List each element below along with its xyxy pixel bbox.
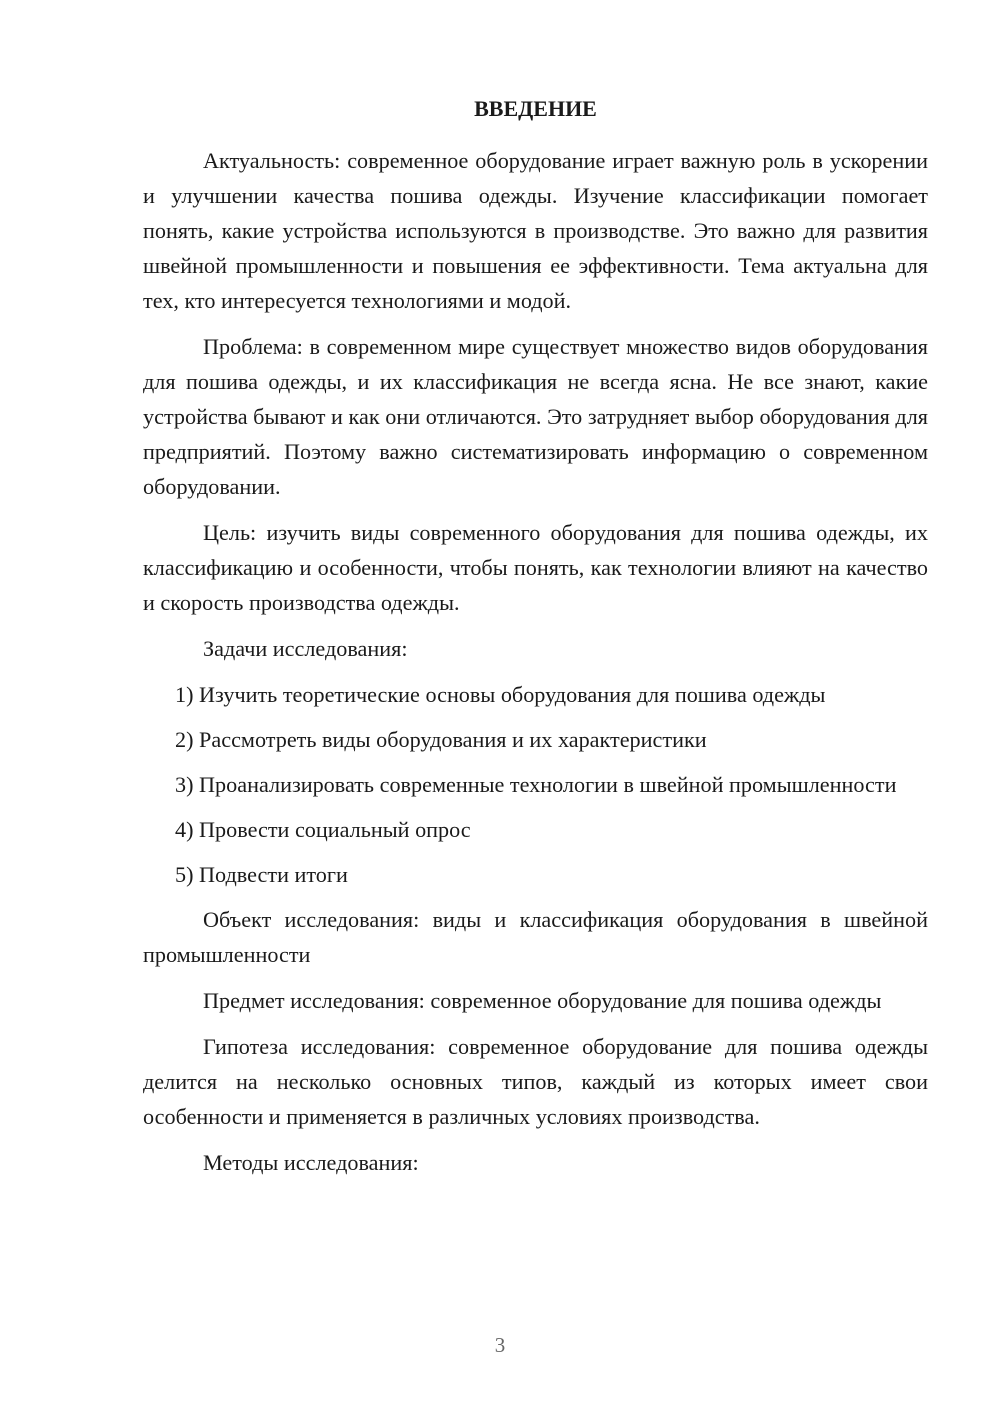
relevance-paragraph: Актуальность: современное оборудование играет важную роль в ускорении и улучшении качества пошива одежды. Изучение классификации помогает понять, какие устройства используются в производстве. Это важно для развития швейной промышленности и повышения ее эффективности. Тема актуальна для тех, кто интересуется технологиями и модой. (143, 148, 928, 313)
task-item-4: 4) Провести социальный опрос (175, 817, 471, 842)
task-item-5: 5) Подвести итоги (175, 862, 348, 887)
goal-paragraph: Цель: изучить виды современного оборудования для пошива одежды, их классификацию и особенности, чтобы понять, как технологии влияют на качество и скорость производства одежды. (143, 520, 928, 615)
object-paragraph: Объект исследования: виды и классификация оборудования в швейной промышленности (143, 907, 928, 967)
task-item-2: 2) Рассмотреть виды оборудования и их характеристики (175, 727, 707, 752)
document-page (143, 94, 928, 1191)
hypothesis-paragraph: Гипотеза исследования: современное оборудование для пошива одежды делится на несколько основных типов, каждый из которых имеет свои особенности и применяется в различных условиях производства. (143, 1034, 928, 1129)
page-number: 3 (494, 1333, 506, 1357)
problem-paragraph: Проблема: в современном мире существует множество видов оборудования для пошива одежды, и их классификация не всегда ясна. Не все знают, какие устройства бывают и как они отличаются. Это затрудняет выбор оборудования для предприятий. Поэтому важно систематизировать информацию о современном оборудовании. (143, 334, 928, 499)
task-item-3: 3) Проанализировать современные технологии в швейной промышленности (175, 772, 897, 797)
section-title: ВВЕДЕНИЕ (474, 96, 597, 121)
tasks-heading: Задачи исследования: (203, 636, 408, 661)
methods-heading: Методы исследования: (203, 1150, 419, 1175)
subject-paragraph: Предмет исследования: современное оборудование для пошива одежды (203, 988, 882, 1013)
task-item-1: 1) Изучить теоретические основы оборудования для пошива одежды (175, 682, 826, 707)
